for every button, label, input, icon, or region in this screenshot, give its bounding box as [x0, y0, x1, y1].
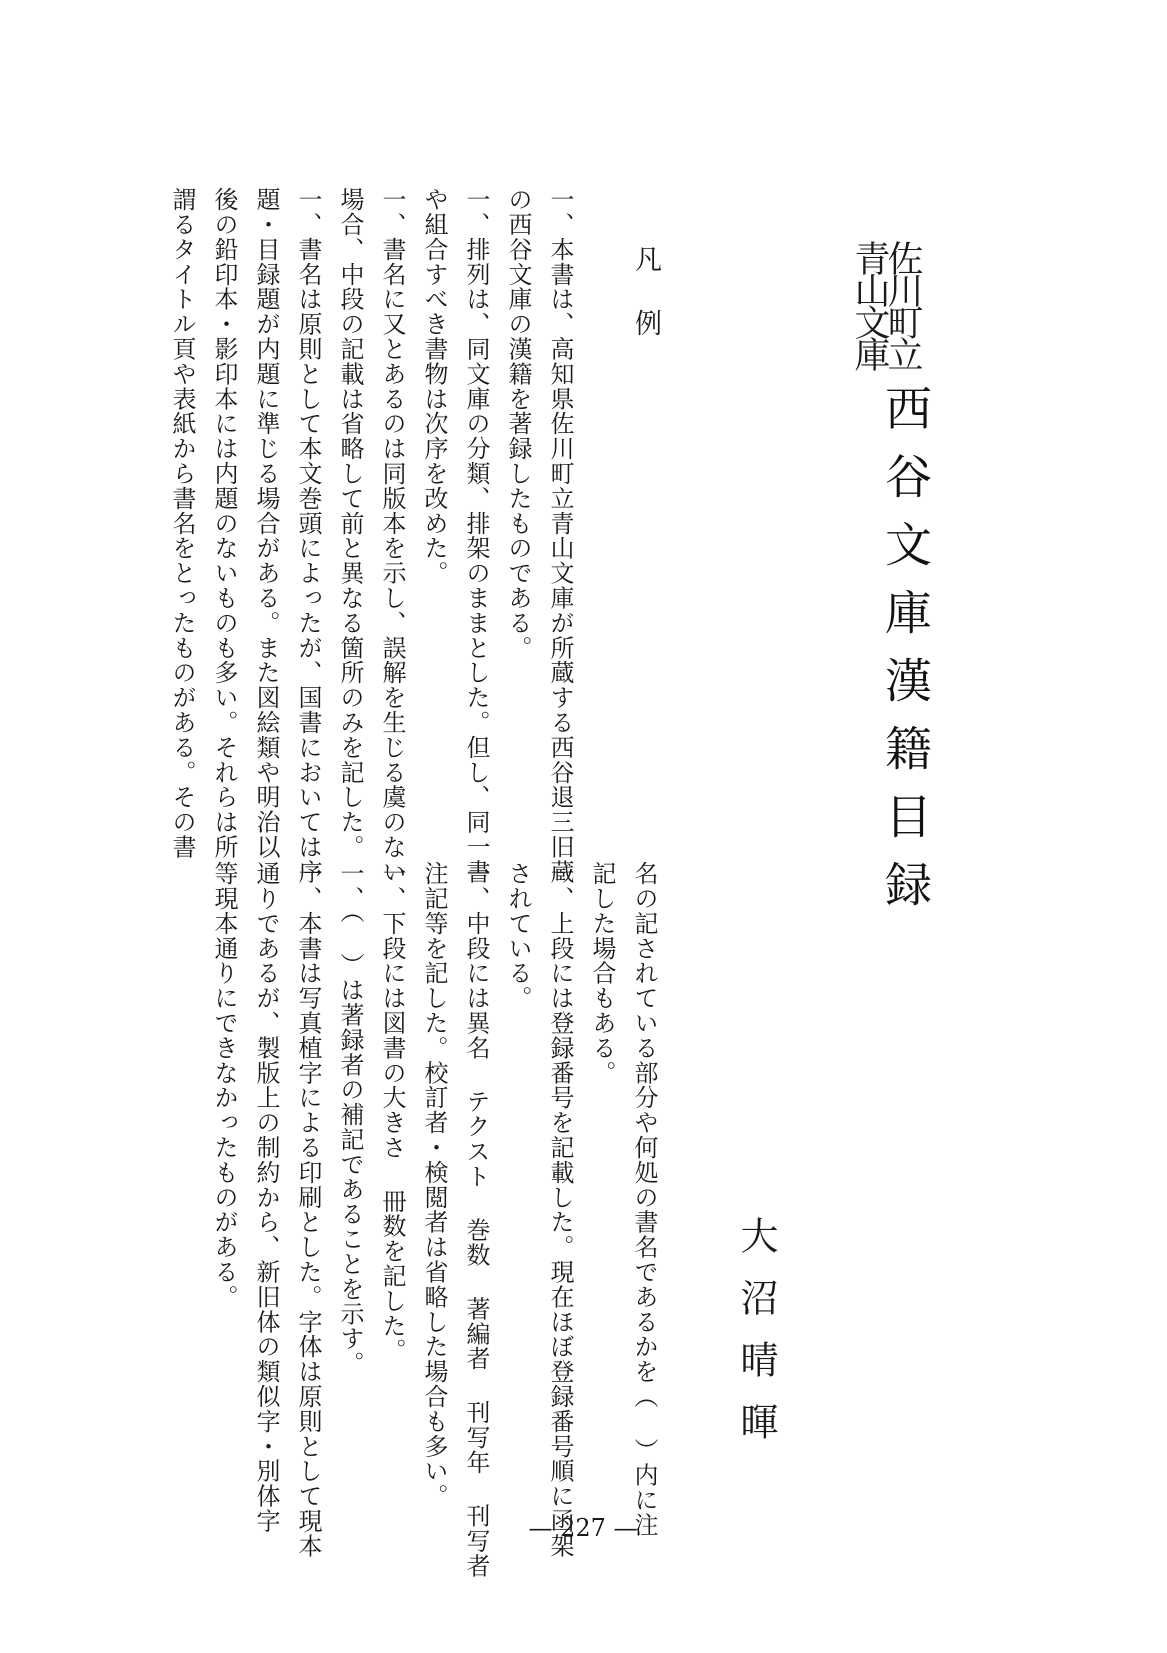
title-publisher-line1: 佐川町立 [882, 240, 923, 368]
body-column: 注記等を記した。校訂者・検閲者は省略した場合も多い。 [420, 861, 448, 1509]
body-column: 一、中段には異名 テクスト 巻数 著編者 刊写年 刊写者 [462, 861, 490, 1579]
body-column: 後の鉛印本・影印本には内題のないものも多い。それらは所 [210, 187, 238, 860]
body-column: 一、本書は写真植字による印刷とした。字体は原則として現本 [294, 861, 322, 1559]
body-column: 一、上段には登録番号を記載した。現在ほぼ登録番号順に函架 [546, 861, 574, 1559]
body-column: 一、書名は原則として本文巻頭によったが、国書においては序 [294, 187, 322, 885]
body-column: 一、本書は、高知県佐川町立青山文庫が所蔵する西谷退三旧蔵 [546, 187, 574, 885]
body-column: 記した場合もある。 [588, 861, 616, 1086]
page-number: — 227 — [528, 1514, 638, 1542]
author-name: 大沼晴暉 [734, 1216, 778, 1464]
body-column: 一、下段には図書の大きさ 冊数を記した。 [378, 861, 406, 1363]
body-column: されている。 [504, 861, 532, 1011]
body-column: 一、書名に又とあるのは同版本を示し、誤解を生じる虞のない [378, 187, 406, 885]
section-heading: 凡例 [630, 245, 661, 373]
body-column: の西谷文庫の漢籍を著録したものである。 [504, 187, 532, 661]
body-column: 名の記されている部分や何処の書名であるかを（ ）内に注 [630, 861, 658, 1538]
body-column: 一、排列は、同文庫の分類、排架のままとした。但し、同一書 [462, 187, 490, 885]
body-column: 場合、中段の記載は省略して前と異なる箇所のみを記した。 [336, 187, 364, 860]
document-title: 西谷文庫漢籍目録 [877, 384, 932, 928]
body-column: 通りであるが、製版上の制約から、新旧体の類似字・別体字 [252, 861, 280, 1534]
body-column: 一、（ ）は著録者の補記であることを示す。 [336, 861, 364, 1376]
body-column: や組合すべき書物は次序を改めた。 [420, 187, 448, 586]
body-column: 謂るタイトル頁や表紙から書名をとったものがある。その書 [168, 187, 196, 860]
body-column: 等現本通りにできなかったものがある。 [210, 861, 238, 1310]
title-publisher-line2: 青山文庫 [849, 240, 890, 368]
body-column: 題・目録題が内題に準じる場合がある。また図絵類や明治以 [252, 187, 280, 860]
